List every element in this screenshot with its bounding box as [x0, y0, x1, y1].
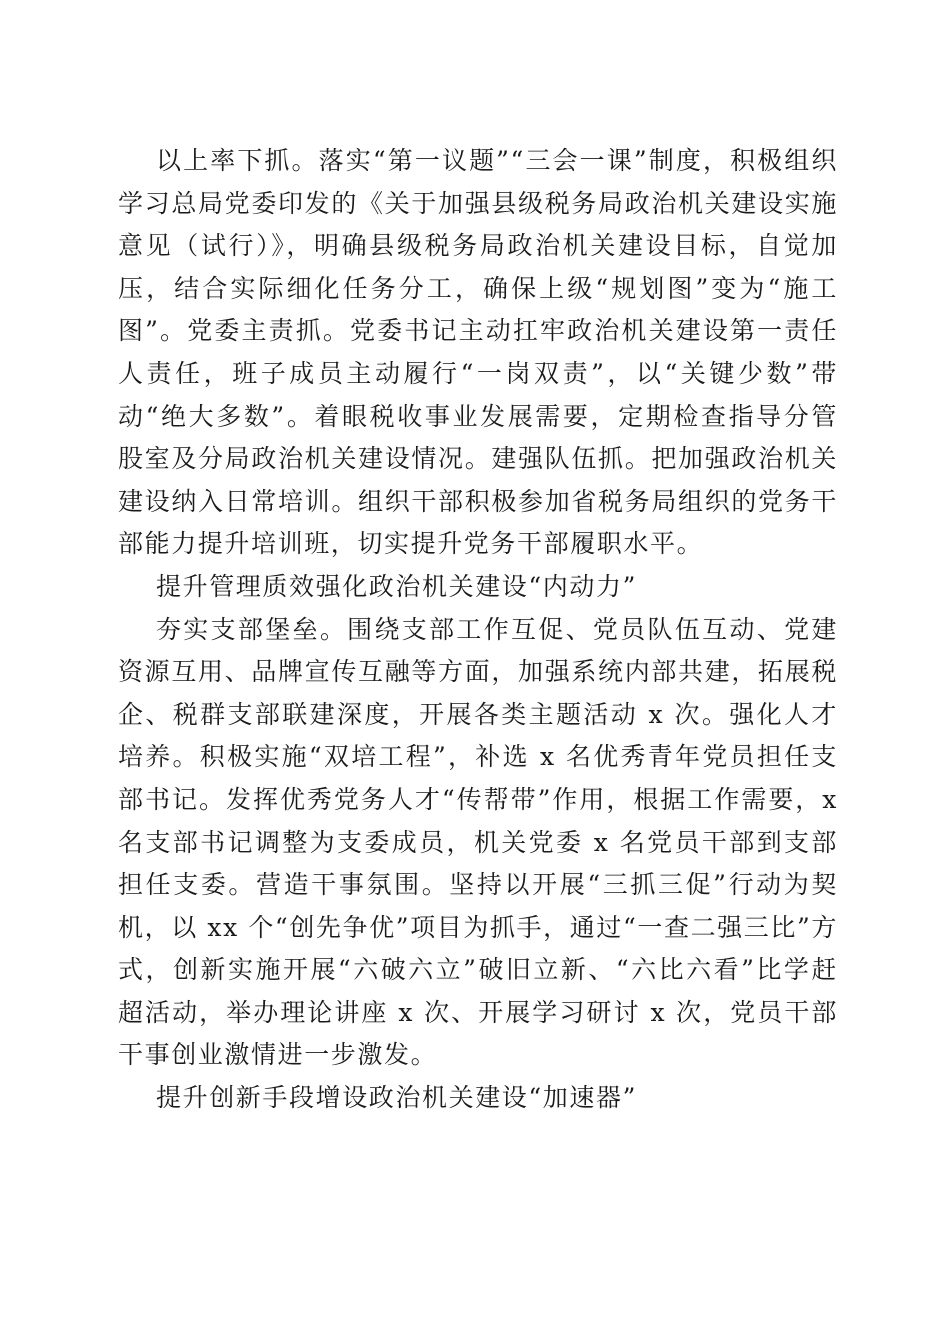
- body-paragraph-1: 以上率下抓。落实“第一议题”“三会一课”制度，积极组织学习总局党委印发的《关于加强县级税务局政治机关建设实施意见（试行）》，明确县级税务局政治机关建设目标，自觉加压，结合实际细化任务分工，确保上级“规划图”变为“施工图”。党委主责抓。党委书记主动扛牢政治机关建设第一责任人责任，班子成员主动履行“一岗双责”，以“关键少数”带动“绝大多数”。着眼税收事业发展需要，定期检查指导分管股室及分局政治机关建设情况。建强队伍抓。把加强政治机关建设纳入日常培训。组织干部积极参加省税务局组织的党务干部能力提升培训班，切实提升党务干部履职水平。: [118, 146, 838, 559]
- body-paragraph-2: 夯实支部堡垒。围绕支部工作互促、党员队伍互动、党建资源互用、品牌宣传互融等方面，加强系统内部共建，拓展税企、税群支部联建深度，开展各类主题活动 x 次。强化人才培养。积极实施“双培工程”，补选 x 名优秀青年党员担任支部书记。发挥优秀党务人才“传帮带”作用，根据工作需要，x 名支部书记调整为支委成员，机关党委 x 名党员干部到支部担任支委。营造干事氛围。坚持以开展“三抓三促”行动为契机，以 xx 个“创先争优”项目为抓手，通过“一查二强三比”方式，创新实施开展“六破六立”破旧立新、“六比六看”比学赶超活动，举办理论讲座 x 次、开展学习研讨 x 次，党员干部干事创业激情进一步激发。: [118, 614, 838, 1070]
- section-heading-2: 提升创新手段增设政治机关建设“加速器”: [156, 1083, 637, 1113]
- section-heading-1: 提升管理质效强化政治机关建设“内动力”: [156, 571, 637, 601]
- document-body: [118, 140, 838, 1120]
